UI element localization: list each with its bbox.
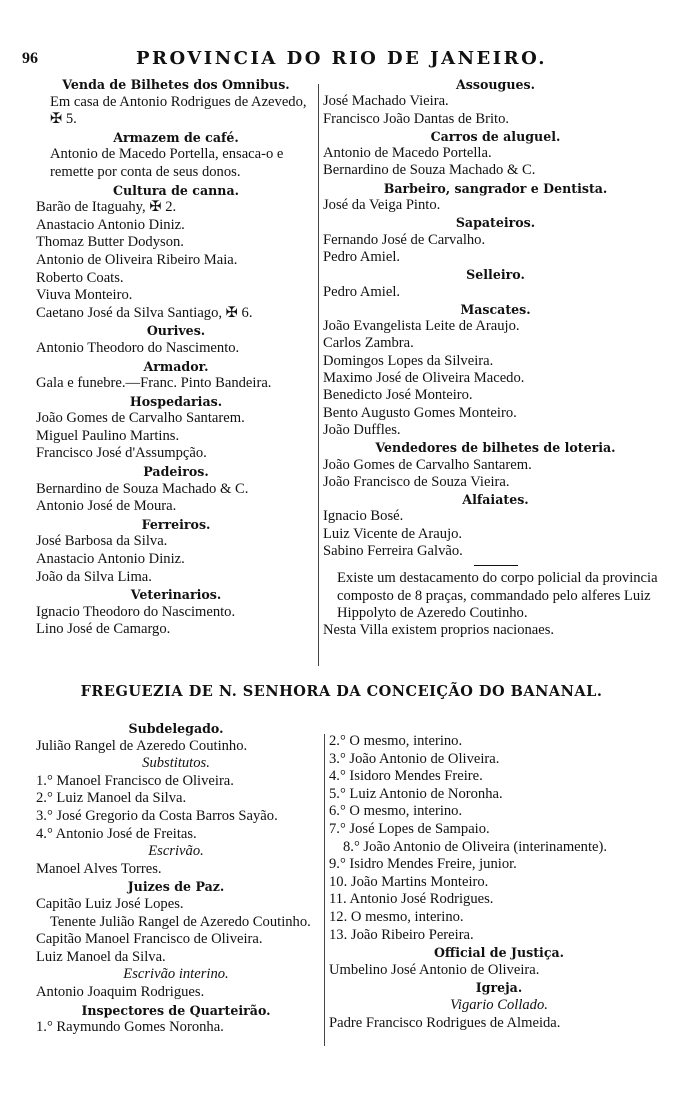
- entry: Francisco João Dantas de Brito.: [323, 110, 510, 127]
- section-heading: Inspectores de Quarteirão.: [81, 1002, 271, 1018]
- entry: 3.° José Gregorio da Costa Barros Sayão.: [36, 807, 278, 824]
- section-heading: Ourives.: [146, 323, 206, 339]
- entry: 9.° Isidro Mendes Freire, junior.: [329, 856, 517, 873]
- entry: 11. Antonio José Rodrigues.: [329, 891, 494, 908]
- entry: 5.° Luiz Antonio de Noronha.: [329, 785, 503, 802]
- entry: 1.° Raymundo Gomes Noronha.: [36, 1019, 224, 1036]
- column-divider: [318, 84, 319, 666]
- entry: João Evangelista Leite de Araujo.: [323, 318, 520, 335]
- entry: Anastacio Antonio Diniz.: [36, 551, 185, 568]
- section-heading: Vendedores de bilhetes de loteria.: [375, 440, 616, 456]
- entry: Ignacio Theodoro do Nascimento.: [36, 603, 236, 620]
- section-title: FREGUEZIA DE N. SENHORA DA CONCEIÇÃO DO BANANAL.: [80, 683, 603, 700]
- entry: Pedro Amiel.: [323, 248, 401, 265]
- entry: Caetano José da Silva Santiago, ✠ 6.: [36, 304, 253, 321]
- entry: Domingos Lopes da Silveira.: [323, 352, 494, 369]
- entry: Lino José de Camargo.: [36, 621, 171, 638]
- entry: Thomaz Butter Dodyson.: [36, 234, 184, 251]
- entry: 3.° João Antonio de Oliveira.: [329, 750, 500, 767]
- section-heading: Sapateiros.: [455, 215, 536, 231]
- section-heading: Hospedarias.: [129, 393, 223, 409]
- entry: Antonio José de Moura.: [36, 498, 177, 515]
- section-heading: Alfaiates.: [462, 492, 529, 508]
- entry: João da Silva Lima.: [36, 568, 152, 585]
- entry: Capitão Luiz José Lopes.: [36, 895, 184, 912]
- bottom-left-column: [36, 720, 316, 1037]
- entry: Antonio de Oliveira Ribeiro Maia.: [36, 251, 238, 268]
- entry: Luiz Manoel da Silva.: [36, 948, 166, 965]
- entry: 10. João Martins Monteiro.: [329, 873, 489, 890]
- entry: Padre Francisco Rodrigues de Almeida.: [329, 1014, 561, 1031]
- entry: Antonio Theodoro do Nascimento.: [36, 339, 240, 356]
- subheading: Substitutos.: [142, 755, 210, 772]
- section-heading: Assougues.: [456, 77, 535, 92]
- entry: 7.° José Lopes de Sampaio.: [329, 820, 490, 837]
- entry: Anastacio Antonio Diniz.: [36, 216, 185, 233]
- entry: 2.° Luiz Manoel da Silva.: [36, 790, 187, 807]
- entry: 1.° Manoel Francisco de Oliveira.: [36, 772, 234, 789]
- section-heading: Ferreiros.: [141, 516, 211, 532]
- page-number: 96: [22, 50, 38, 67]
- top-right-column: [323, 76, 668, 640]
- entry: Roberto Coats.: [36, 269, 124, 286]
- bottom-right-column: [329, 733, 669, 1032]
- entry: Antonio Joaquim Rodrigues.: [36, 983, 205, 1000]
- section-heading: Venda de Bilhetes dos Omnibus.: [62, 77, 290, 92]
- entry: João Gomes de Carvalho Santarem.: [323, 456, 532, 473]
- entry: João Gomes de Carvalho Santarem.: [36, 410, 245, 427]
- subheading: Vigario Collado.: [450, 996, 548, 1013]
- top-left-column: [36, 76, 316, 639]
- section-heading: Igreja.: [475, 980, 523, 996]
- entry: 6.° O mesmo, interino.: [329, 803, 463, 820]
- entry: Maximo José de Oliveira Macedo.: [323, 370, 525, 387]
- section-heading: Padeiros.: [143, 464, 209, 480]
- entry: Bernardino de Souza Machado & C.: [323, 162, 536, 179]
- entry: Miguel Paulino Martins.: [36, 427, 180, 444]
- entry: Francisco José d'Assumpção.: [36, 445, 207, 462]
- entry: Em casa de Antonio Rodrigues de Azevedo, ✠ 5.: [50, 93, 307, 128]
- section-heading: Selleiro.: [466, 267, 525, 283]
- entry: Sabino Ferreira Galvão.: [323, 543, 463, 560]
- section-heading: Cultura de canna.: [112, 182, 239, 198]
- section-heading: Armador.: [143, 358, 209, 374]
- entry: Nesta Villa existem proprios nacionaes.: [323, 622, 555, 639]
- entry: Luiz Vicente de Araujo.: [323, 525, 463, 542]
- entry: Fernando José de Carvalho.: [323, 231, 486, 248]
- entry: 13. João Ribeiro Pereira.: [329, 926, 474, 943]
- entry: José da Veiga Pinto.: [323, 197, 441, 214]
- entry: Manoel Alves Torres.: [36, 860, 162, 877]
- entry: João Duffles.: [323, 421, 401, 438]
- entry: Ignacio Bosé.: [323, 508, 404, 525]
- section-heading: Veterinarios.: [130, 587, 222, 603]
- section-heading: Subdelegado.: [128, 721, 224, 736]
- entry: Benedicto José Monteiro.: [323, 387, 473, 404]
- section-heading: Carros de aluguel.: [430, 128, 561, 144]
- entry: Umbelino José Antonio de Oliveira.: [329, 961, 540, 978]
- entry: Pedro Amiel.: [323, 283, 401, 300]
- entry: Gala e funebre.—Franc. Pinto Bandeira.: [36, 375, 272, 392]
- section-heading: Juizes de Paz.: [127, 879, 225, 895]
- entry: Bernardino de Souza Machado & C.: [36, 480, 249, 497]
- subheading: Escrivão interino.: [123, 966, 229, 983]
- entry: 12. O mesmo, interino.: [329, 908, 464, 925]
- entry: João Francisco de Souza Vieira.: [323, 473, 510, 490]
- section-heading: Official de Justiça.: [433, 945, 565, 961]
- entry: Antonio de Macedo Portella.: [323, 145, 492, 162]
- entry: Antonio de Macedo Portella, ensaca-o e remette por conta de seus donos.: [50, 146, 284, 180]
- entry: Barão de Itaguahy, ✠ 2.: [36, 199, 177, 216]
- subheading: Escrivão.: [148, 843, 204, 860]
- section-heading: Mascates.: [460, 301, 531, 317]
- entry: Bento Augusto Gomes Monteiro.: [323, 404, 517, 421]
- entry: Tenente Julião Rangel de Azeredo Coutinho.: [50, 913, 311, 930]
- entry: Carlos Zambra.: [323, 335, 414, 352]
- entry: José Barbosa da Silva.: [36, 533, 168, 550]
- column-divider: [324, 734, 325, 1046]
- entry: Viuva Monteiro.: [36, 287, 133, 304]
- entry: Existe um destacamento do corpo policial da provincia composto de 8 praças, commandado pelo alferes Luiz Hippolyto de Azeredo Coutinho.: [337, 570, 658, 621]
- section-heading: Armazem de café.: [113, 129, 239, 145]
- entry: 2.° O mesmo, interino.: [329, 733, 463, 749]
- divider-rule: [323, 560, 668, 570]
- entry: Capitão Manoel Francisco de Oliveira.: [36, 931, 263, 948]
- entry: 8.° João Antonio de Oliveira (interinamente).: [343, 838, 607, 855]
- entry: 4.° Antonio José de Freitas.: [36, 825, 197, 842]
- entry: Julião Rangel de Azeredo Coutinho.: [36, 737, 248, 754]
- section-heading: Barbeiro, sangrador e Dentista.: [383, 180, 608, 196]
- page-title: PROVINCIA DO RIO DE JANEIRO.: [135, 48, 548, 69]
- entry: 4.° Isidoro Mendes Freire.: [329, 768, 483, 785]
- entry: José Machado Vieira.: [323, 93, 449, 110]
